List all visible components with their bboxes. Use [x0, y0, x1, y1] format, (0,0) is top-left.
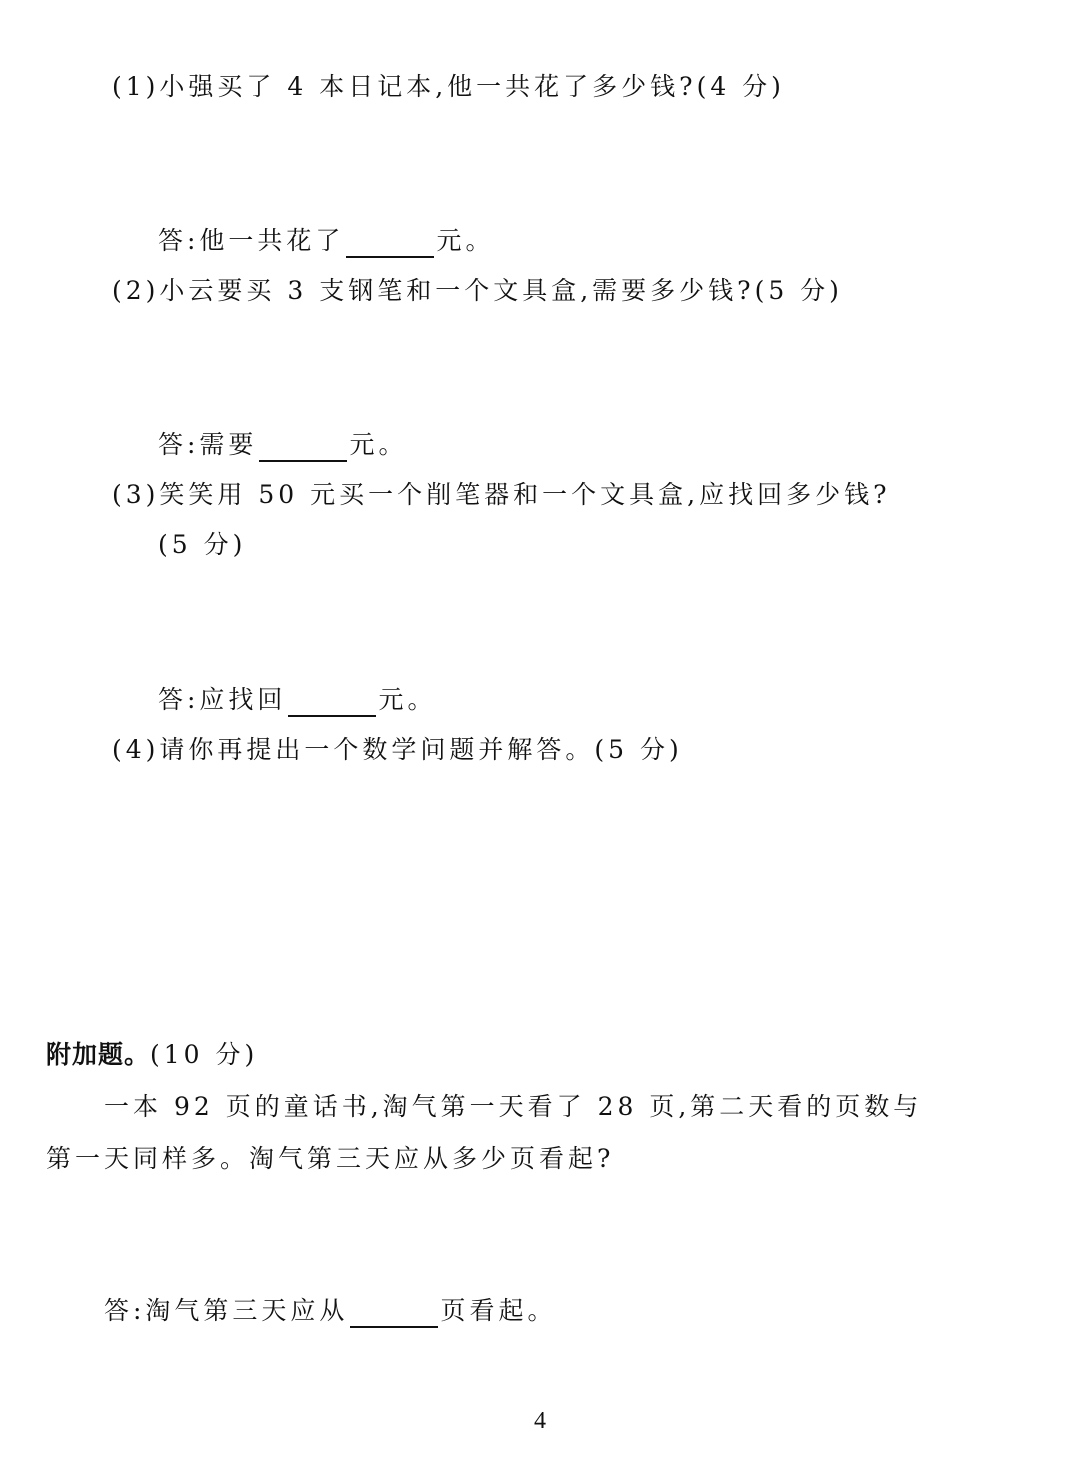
page-number: 4 — [534, 1408, 546, 1434]
bonus-heading — [46, 1038, 258, 1072]
answer-suffix: 元。 — [349, 430, 408, 459]
question-4-prompt: (4)请你再提出一个数学问题并解答。(5 分) — [112, 735, 683, 764]
answer-blank[interactable] — [350, 1300, 438, 1328]
question-1-prompt: (1)小强买了 4 本日记本,他一共花了多少钱?(4 分) — [112, 72, 785, 101]
answer-prefix: 答:应找回 — [158, 685, 287, 714]
answer-blank[interactable] — [346, 230, 434, 258]
answer-prefix: 答:需要 — [158, 430, 258, 459]
question-1-answer — [158, 224, 494, 258]
answer-suffix: 元。 — [378, 685, 437, 714]
bonus-text-line-2: 第一天同样多。淘气第三天应从多少页看起? — [46, 1144, 615, 1173]
bonus-title: 附加题。 — [46, 1040, 151, 1069]
question-2-answer — [158, 428, 407, 462]
answer-prefix: 答:淘气第三天应从 — [104, 1296, 349, 1325]
question-3-prompt: (3)笑笑用 50 元买一个削笔器和一个文具盒,应找回多少钱? — [112, 480, 891, 509]
bonus-text-line-1: 一本 92 页的童话书,淘气第一天看了 28 页,第二天看的页数与 — [104, 1092, 923, 1121]
question-2-prompt: (2)小云要买 3 支钢笔和一个文具盒,需要多少钱?(5 分) — [112, 276, 843, 305]
answer-blank[interactable] — [288, 689, 376, 717]
question-3-prompt-continued: (5 分) — [158, 530, 247, 559]
bonus-points: (10 分) — [150, 1040, 259, 1069]
bonus-answer — [104, 1294, 556, 1328]
question-3-answer — [158, 683, 436, 717]
answer-prefix: 答:他一共花了 — [158, 226, 345, 255]
answer-blank[interactable] — [259, 434, 347, 462]
answer-suffix: 元。 — [436, 226, 495, 255]
answer-suffix: 页看起。 — [440, 1296, 557, 1325]
